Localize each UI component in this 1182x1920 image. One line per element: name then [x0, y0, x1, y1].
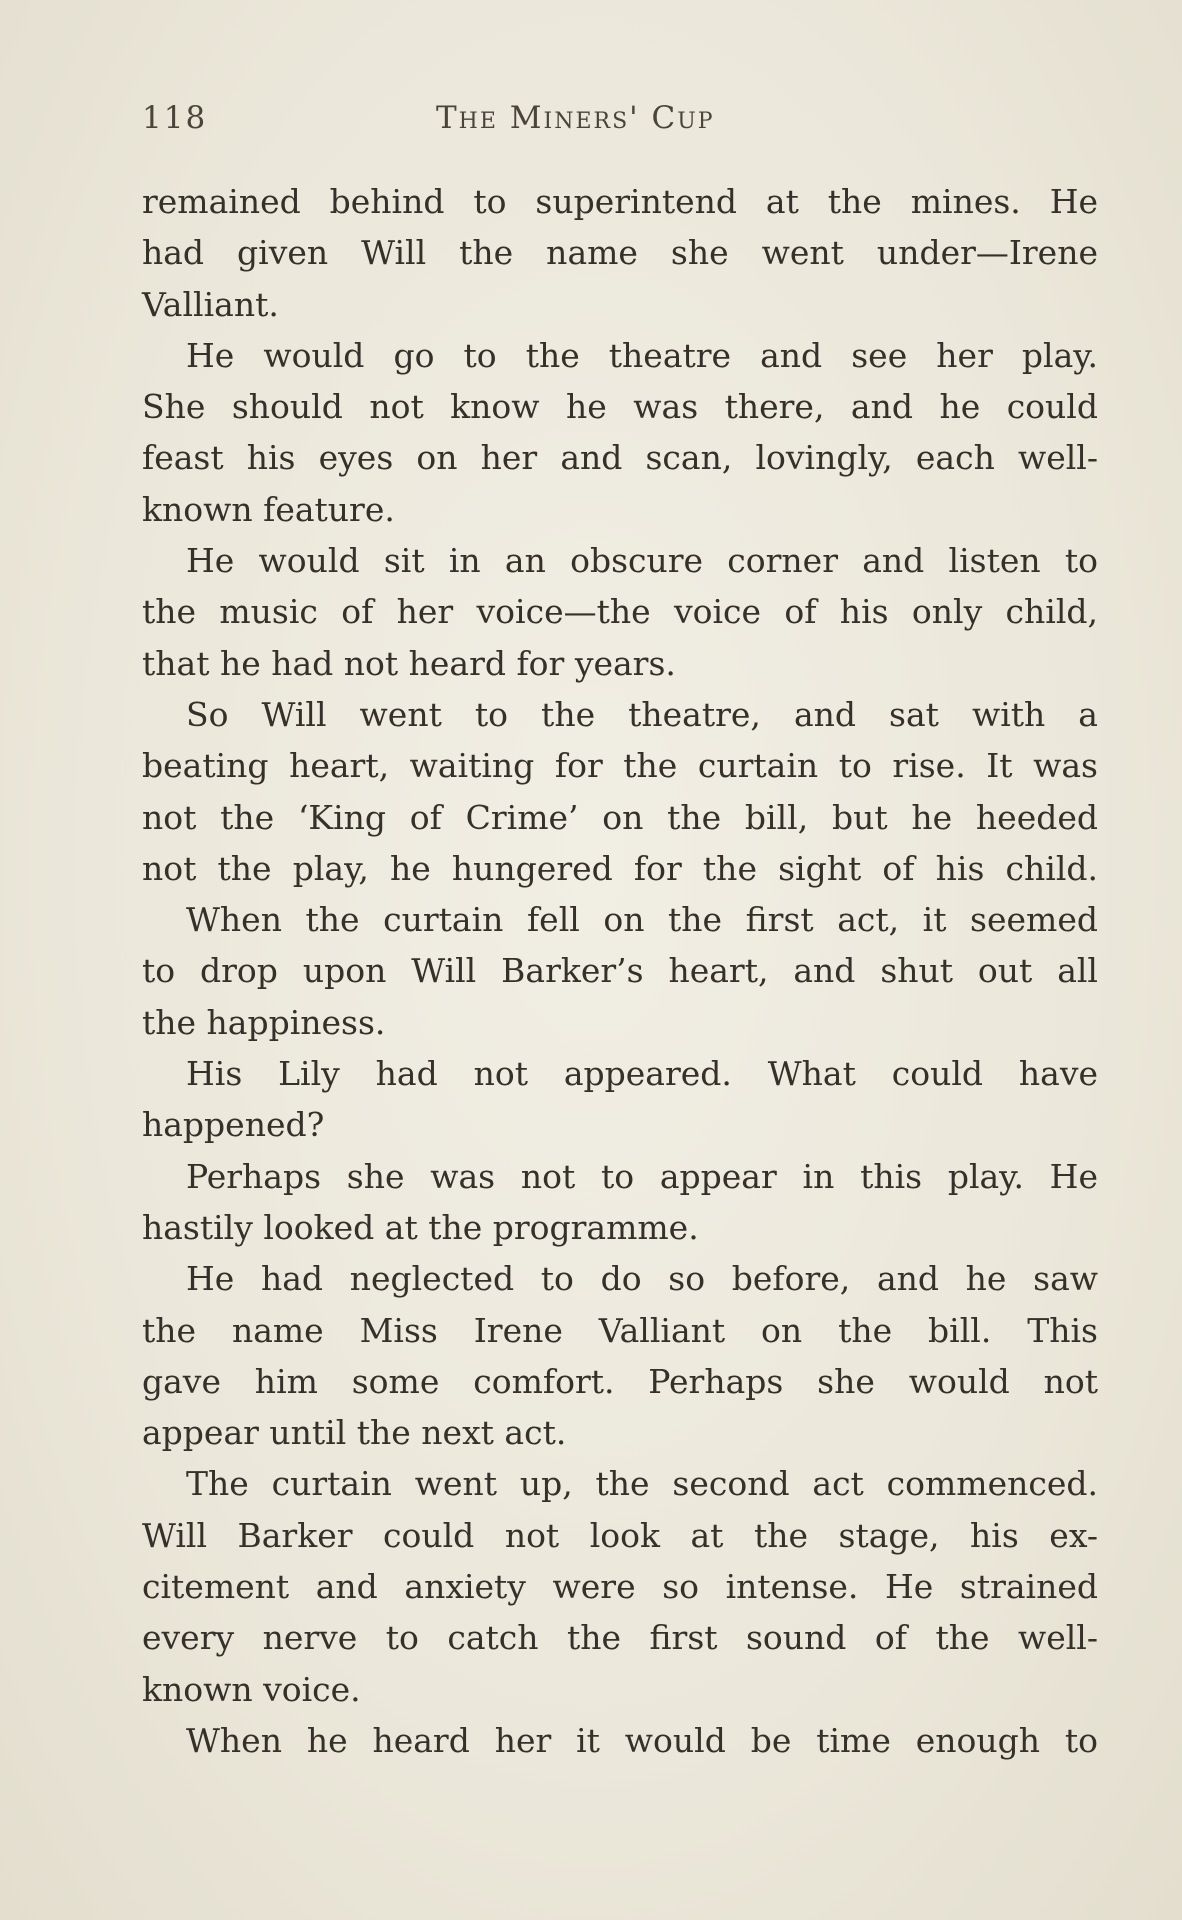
text-line: had given Will the name she went under—Irene	[142, 233, 1098, 273]
text-line: appear until the next act.	[142, 1413, 567, 1453]
text-line: happened?	[142, 1105, 325, 1145]
running-title: The Miners' Cup	[436, 100, 715, 136]
text-line: He had neglected to do so before, and he saw	[186, 1259, 1098, 1299]
text-line: the music of her voice—the voice of his only child,	[142, 592, 1098, 632]
text-line: Valliant.	[142, 284, 279, 324]
text-line: gave him some comfort. Perhaps she would not	[142, 1361, 1098, 1401]
text-line: When he heard her it would be time enough to	[186, 1720, 1098, 1760]
text-line: When the curtain fell on the first act, it seemed	[186, 900, 1098, 940]
text-line: So Will went to the theatre, and sat with a	[186, 694, 1098, 734]
text-line: Perhaps she was not to appear in this play. He	[186, 1156, 1098, 1196]
text-line: hastily looked at the programme.	[142, 1207, 699, 1247]
text-line: He would go to the theatre and see her play.	[186, 335, 1098, 375]
text-line: citement and anxiety were so intense. He strained	[142, 1567, 1098, 1607]
text-line: to drop upon Will Barker’s heart, and shut out all	[142, 951, 1098, 991]
text-line: not the ‘King of Crime’ on the bill, but he heeded	[142, 797, 1098, 837]
text-line: every nerve to catch the first sound of the well-	[142, 1618, 1098, 1658]
text-line: known feature.	[142, 489, 395, 529]
text-line: remained behind to superintend at the mines. He	[142, 182, 1098, 221]
text-line: that he had not heard for years.	[142, 643, 676, 683]
text-line: the name Miss Irene Valliant on the bill. This	[142, 1310, 1098, 1350]
page-number: 118	[142, 100, 208, 136]
text-line: not the play, he hungered for the sight of his child.	[142, 848, 1098, 888]
text-line: known voice.	[142, 1669, 361, 1709]
text-line: He would sit in an obscure corner and listen to	[186, 541, 1098, 581]
text-line: She should not know he was there, and he could	[142, 387, 1098, 427]
text-line: The curtain went up, the second act commenced.	[186, 1464, 1098, 1504]
text-line: the happiness.	[142, 1002, 386, 1042]
text-line: His Lily had not appeared. What could have	[186, 1054, 1098, 1094]
text-line: Will Barker could not look at the stage, his ex-	[142, 1515, 1098, 1555]
text-line: feast his eyes on her and scan, lovingly, each well-	[142, 438, 1098, 478]
body-text	[142, 176, 1098, 1766]
text-line: beating heart, waiting for the curtain to rise. It was	[142, 746, 1098, 786]
page-header	[142, 94, 1102, 144]
